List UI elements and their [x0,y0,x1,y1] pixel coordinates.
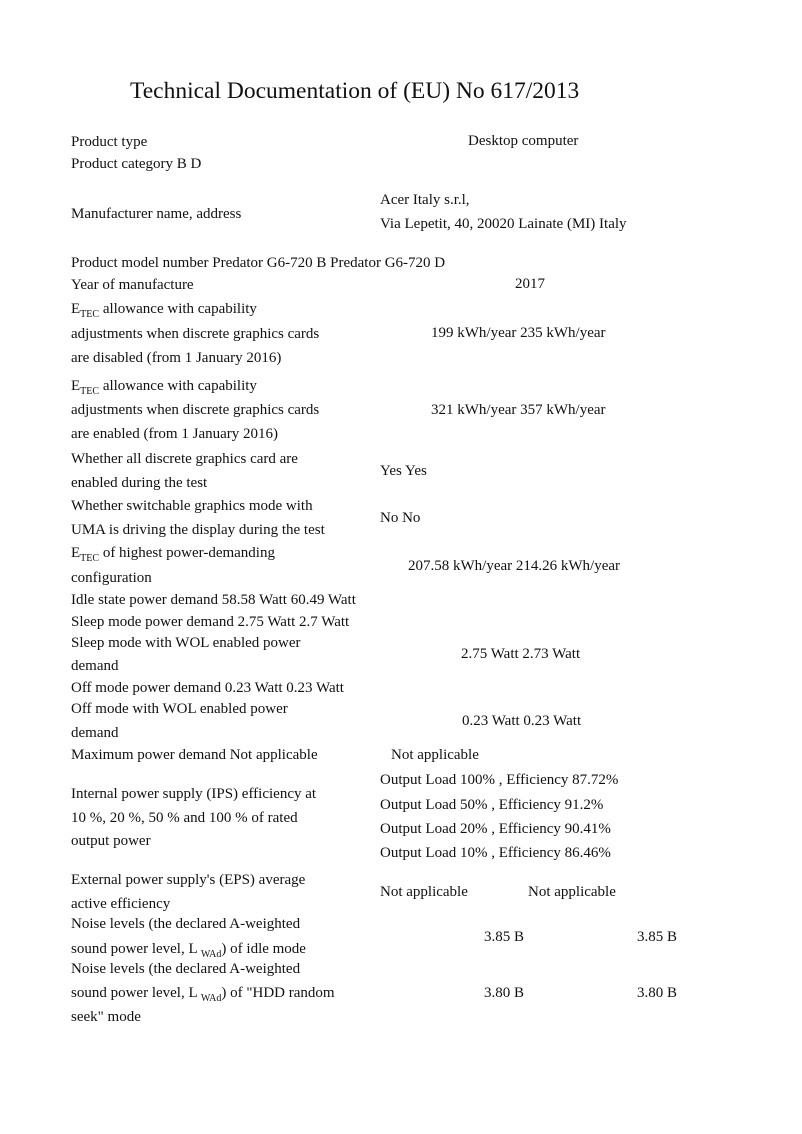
manufacturer-value-line2: Via Lepetit, 40, 20020 Lainate (MI) Italy [380,216,627,232]
ips-efficiency-value: Output Load 100% , Efficiency 87.72% [380,772,619,788]
idle-power-label: Idle state power demand 58.58 Watt 60.49 Watt [71,592,356,608]
etec-subscript: TEC [80,386,100,397]
ips-efficiency-value: Output Load 50% , Efficiency 91.2% [380,797,604,813]
ips-efficiency-label-line3: output power [71,833,151,849]
year-label: Year of manufacture [71,277,194,293]
etec-highest-label-line2: configuration [71,570,152,586]
eps-efficiency-value-a: Not applicable [380,884,468,900]
manufacturer-value-line1: Acer Italy s.r.l, [380,192,470,208]
ips-efficiency-label-line1: Internal power supply (IPS) efficiency at [71,786,317,802]
etec-disabled-label-line2: adjustments when discrete graphics cards [71,326,320,342]
page-title: Technical Documentation of (EU) No 617/2013 [130,78,580,104]
eps-efficiency-label-line1: External power supply's (EPS) average [71,872,306,888]
noise-idle-label-line2: sound power level, L $_{WAd}$) of idle mode [71,941,306,960]
lwad-subscript: WAd [200,949,222,960]
sleep-wol-value: 2.75 Watt 2.73 Watt [461,646,581,662]
discrete-enabled-label-line2: enabled during the test [71,475,208,491]
product-type-value: Desktop computer [468,133,579,149]
noise-hdd-label-line1: Noise levels (the declared A-weighted [71,961,301,977]
switchable-uma-value: No No [380,510,421,526]
etec-highest-value: 207.58 kWh/year 214.26 kWh/year [408,558,621,574]
etec-disabled-label-line1: $E_{TEC}$ allowance with capability [71,301,257,320]
off-wol-value: 0.23 Watt 0.23 Watt [462,713,582,729]
noise-hdd-value-b: 3.80 B [637,985,678,1001]
etec-highest-label-line1: $E_{TEC}$ of highest power-demanding [71,545,275,564]
product-category-label: Product category B D [71,156,202,172]
ips-efficiency-value: Output Load 10% , Efficiency 86.46% [380,845,611,861]
discrete-enabled-value: Yes Yes [380,463,427,479]
ips-efficiency-label-line2: 10 %, 20 %, 50 % and 100 % of rated [71,810,298,826]
lwad-subscript: WAd [200,993,222,1004]
off-power-label: Off mode power demand 0.23 Watt 0.23 Watt [71,680,344,696]
sleep-power-label: Sleep mode power demand 2.75 Watt 2.7 Watt [71,614,350,630]
discrete-enabled-label-line1: Whether all discrete graphics card are [71,451,298,467]
switchable-uma-label-line2: UMA is driving the display during the test [71,522,325,538]
noise-idle-label-line1: Noise levels (the declared A-weighted [71,916,301,932]
etec-disabled-value: 199 kWh/year 235 kWh/year [431,325,606,341]
noise-hdd-label-line3: seek" mode [71,1009,141,1025]
noise-hdd-value-a: 3.80 B [484,985,525,1001]
noise-idle-value-b: 3.85 B [637,929,678,945]
off-wol-label-line1: Off mode with WOL enabled power [71,701,288,717]
eps-efficiency-label-line2: active efficiency [71,896,171,912]
etec-enabled-label-line2: adjustments when discrete graphics cards [71,402,320,418]
etec-enabled-value: 321 kWh/year 357 kWh/year [431,402,606,418]
etec-disabled-label-line3: are disabled (from 1 January 2016) [71,350,282,366]
sleep-wol-label-line2: demand [71,658,119,674]
year-value: 2017 [515,276,545,292]
etec-enabled-label-line3: are enabled (from 1 January 2016) [71,426,278,442]
max-power-label: Maximum power demand Not applicable [71,747,318,763]
switchable-uma-label-line1: Whether switchable graphics mode with [71,498,313,514]
eps-efficiency-value-b: Not applicable [528,884,616,900]
etec-subscript: TEC [80,553,100,564]
etec-subscript: TEC [80,309,100,320]
off-wol-label-line2: demand [71,725,119,741]
noise-idle-value-a: 3.85 B [484,929,525,945]
ips-efficiency-value: Output Load 20% , Efficiency 90.41% [380,821,611,837]
product-type-label: Product type [71,134,148,150]
max-power-value: Not applicable [391,747,479,763]
etec-enabled-label-line1: $E_{TEC}$ allowance with capability [71,378,257,397]
model-number-label: Product model number Predator G6-720 B Predator G6-720 D [71,255,446,271]
manufacturer-label: Manufacturer name, address [71,206,242,222]
noise-hdd-label-line2: sound power level, L $_{WAd}$) of "HDD random [71,985,335,1004]
sleep-wol-label-line1: Sleep mode with WOL enabled power [71,635,301,651]
